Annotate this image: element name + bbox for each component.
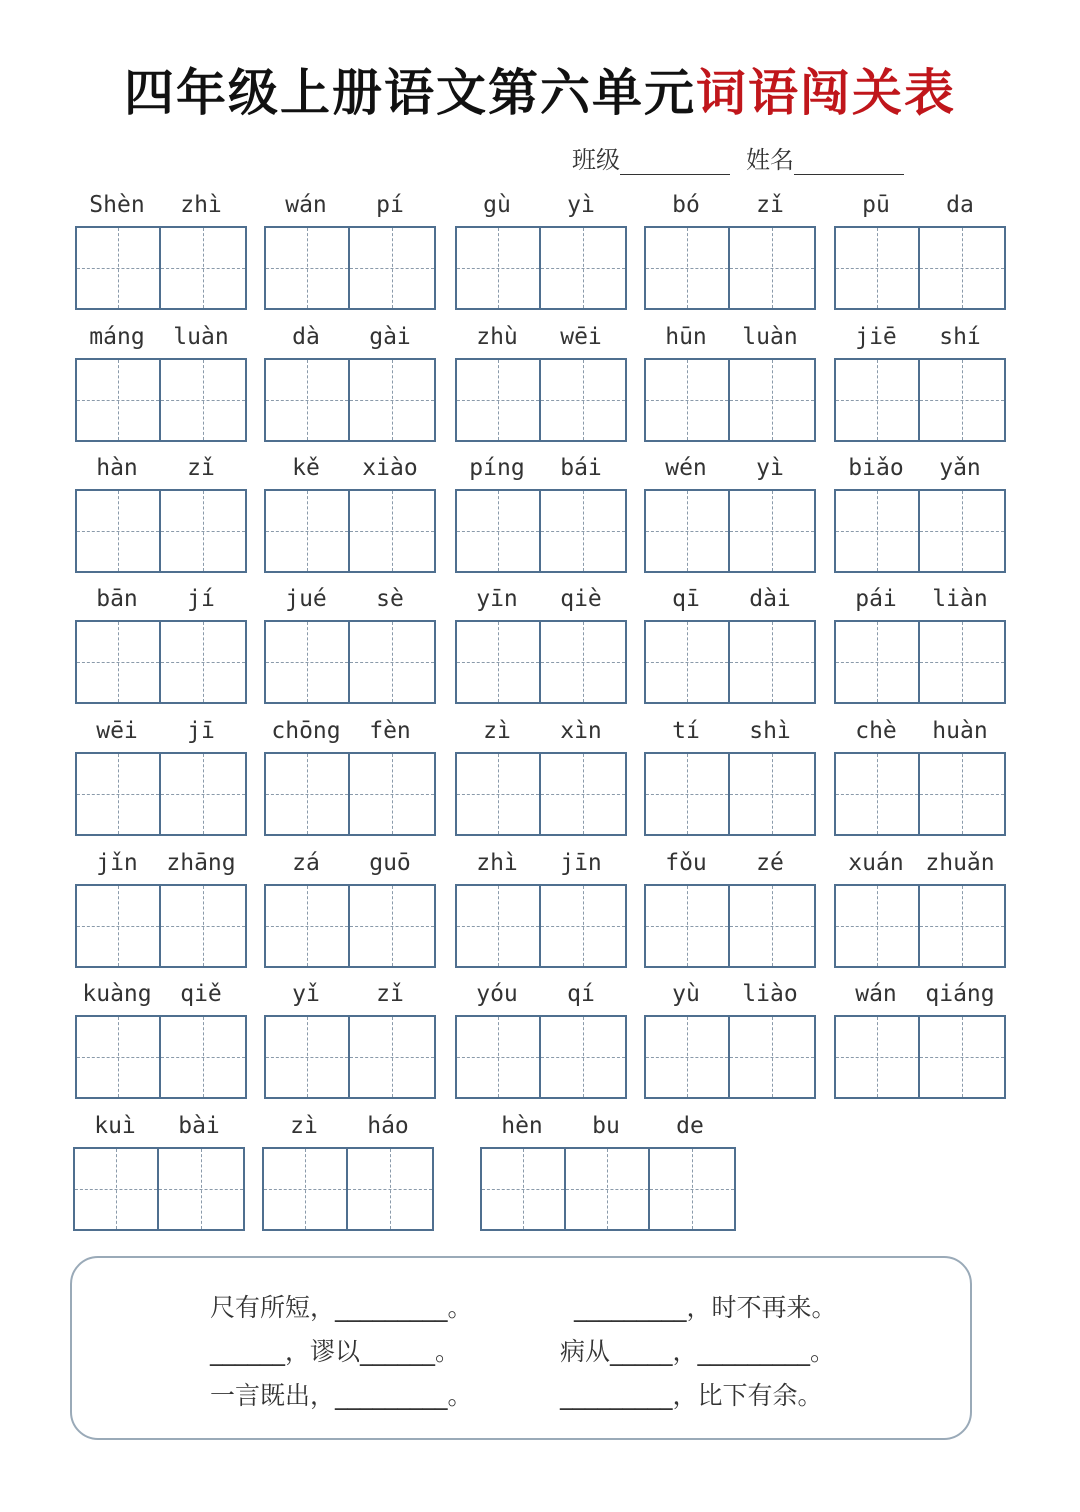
pinyin-row xyxy=(75,584,243,614)
pinyin-row xyxy=(75,716,243,746)
pinyin-syllable: yóu xyxy=(476,981,518,1007)
pinyin-syllable: zhuǎn xyxy=(925,850,995,876)
tianzige-cell[interactable] xyxy=(541,886,625,966)
pinyin-syllable: yīn xyxy=(476,586,518,612)
writing-boxes xyxy=(455,489,627,573)
writing-boxes xyxy=(834,226,1006,310)
tianzige-cell[interactable] xyxy=(348,1149,432,1229)
writing-boxes xyxy=(644,489,816,573)
writing-boxes xyxy=(75,489,247,573)
pinyin-syllable: jǐn xyxy=(96,850,138,876)
pinyin-syllable: qiáng xyxy=(925,981,995,1007)
pinyin-syllable: wén xyxy=(665,455,707,481)
pinyin-row xyxy=(75,453,243,483)
pinyin-syllable: hàn xyxy=(96,455,138,481)
tianzige-cell[interactable] xyxy=(266,228,350,308)
idiom-line[interactable]: 病从_____，_________。 xyxy=(560,1337,836,1366)
idiom-line[interactable]: 一言既出，_________。 xyxy=(210,1381,473,1410)
pinyin-syllable: hūn xyxy=(665,324,707,350)
tianzige-cell[interactable] xyxy=(457,886,541,966)
pinyin-syllable: zhì xyxy=(476,850,518,876)
tianzige-cell[interactable] xyxy=(161,491,245,571)
pinyin-syllable: fèn xyxy=(369,718,411,744)
tianzige-cell[interactable] xyxy=(350,491,434,571)
pinyin-syllable: jīn xyxy=(560,850,602,876)
pinyin-row xyxy=(455,322,623,352)
writing-boxes xyxy=(834,752,1006,836)
pinyin-row xyxy=(264,322,432,352)
tianzige-cell[interactable] xyxy=(836,754,920,834)
title-red-part: 词语闯关表 xyxy=(696,64,956,122)
tianzige-cell[interactable] xyxy=(350,886,434,966)
tianzige-cell[interactable] xyxy=(75,1149,159,1229)
writing-boxes xyxy=(644,226,816,310)
writing-boxes xyxy=(455,358,627,442)
pinyin-syllable: zǐ xyxy=(756,192,784,218)
pinyin-syllable: liàn xyxy=(932,586,988,612)
tianzige-cell[interactable] xyxy=(730,886,814,966)
student-info xyxy=(572,140,920,175)
writing-boxes xyxy=(75,620,247,704)
title-black-part: 四年级上册语文第六单元 xyxy=(124,64,696,122)
pinyin-syllable: gài xyxy=(369,324,411,350)
pinyin-syllable: háo xyxy=(367,1113,409,1139)
tianzige-cell[interactable] xyxy=(650,1149,734,1229)
pinyin-syllable: Shèn xyxy=(89,192,145,218)
pinyin-syllable: zá xyxy=(292,850,320,876)
pinyin-syllable: liào xyxy=(742,981,798,1007)
idiom-line[interactable]: 尺有所短，_________。 xyxy=(210,1293,473,1322)
tianzige-cell[interactable] xyxy=(350,228,434,308)
pinyin-row xyxy=(264,848,432,878)
pinyin-syllable: jī xyxy=(187,718,215,744)
pinyin-syllable: dà xyxy=(292,324,320,350)
tianzige-cell[interactable] xyxy=(836,622,920,702)
pinyin-syllable: qiě xyxy=(180,981,222,1007)
writing-boxes xyxy=(75,884,247,968)
pinyin-syllable: jué xyxy=(285,586,327,612)
pinyin-row xyxy=(834,322,1002,352)
writing-boxes xyxy=(834,489,1006,573)
tianzige-cell[interactable] xyxy=(350,622,434,702)
writing-boxes xyxy=(264,884,436,968)
pinyin-syllable: wēi xyxy=(96,718,138,744)
tianzige-cell[interactable] xyxy=(920,622,1004,702)
writing-boxes xyxy=(262,1147,434,1231)
pinyin-row xyxy=(455,190,623,220)
pinyin-syllable: yì xyxy=(567,192,595,218)
tianzige-cell[interactable] xyxy=(350,360,434,440)
pinyin-syllable: yù xyxy=(672,981,700,1007)
pinyin-syllable: zé xyxy=(756,850,784,876)
writing-boxes xyxy=(75,358,247,442)
tianzige-cell[interactable] xyxy=(730,360,814,440)
idiom-line[interactable]: _________，时不再来。 xyxy=(574,1293,837,1322)
tianzige-cell[interactable] xyxy=(161,754,245,834)
pinyin-row xyxy=(73,1111,241,1141)
writing-boxes xyxy=(644,358,816,442)
writing-boxes xyxy=(644,884,816,968)
pinyin-row xyxy=(834,716,1002,746)
pinyin-row xyxy=(455,979,623,1009)
tianzige-cell[interactable] xyxy=(457,1017,541,1097)
pinyin-row xyxy=(455,716,623,746)
pinyin-row xyxy=(480,1111,732,1141)
tianzige-cell[interactable] xyxy=(920,754,1004,834)
tianzige-cell[interactable] xyxy=(266,886,350,966)
writing-boxes xyxy=(644,1015,816,1099)
pinyin-syllable: luàn xyxy=(742,324,798,350)
tianzige-cell[interactable] xyxy=(836,491,920,571)
writing-boxes xyxy=(264,620,436,704)
pinyin-syllable: zhì xyxy=(180,192,222,218)
pinyin-row xyxy=(75,848,243,878)
tianzige-cell[interactable] xyxy=(646,886,730,966)
pinyin-row xyxy=(834,190,1002,220)
pinyin-syllable: bài xyxy=(178,1113,220,1139)
tianzige-cell[interactable] xyxy=(646,228,730,308)
writing-boxes xyxy=(644,620,816,704)
tianzige-cell[interactable] xyxy=(457,228,541,308)
writing-boxes xyxy=(834,1015,1006,1099)
pinyin-syllable: jí xyxy=(187,586,215,612)
pinyin-row xyxy=(644,979,812,1009)
pinyin-row xyxy=(644,716,812,746)
pinyin-row xyxy=(644,322,812,352)
pinyin-row xyxy=(644,453,812,483)
pinyin-row xyxy=(264,716,432,746)
pinyin-row xyxy=(834,584,1002,614)
tianzige-cell[interactable] xyxy=(541,1017,625,1097)
tianzige-cell[interactable] xyxy=(264,1149,348,1229)
worksheet-title xyxy=(0,58,1080,128)
writing-boxes xyxy=(75,752,247,836)
tianzige-cell[interactable] xyxy=(266,754,350,834)
pinyin-syllable: zhù xyxy=(476,324,518,350)
pinyin-syllable: chōng xyxy=(271,718,341,744)
tianzige-cell[interactable] xyxy=(541,622,625,702)
pinyin-syllable: biǎo xyxy=(848,455,904,481)
pinyin-row xyxy=(455,453,623,483)
class-label: 班级 xyxy=(572,146,620,174)
pinyin-row xyxy=(455,584,623,614)
pinyin-syllable: píng xyxy=(469,455,525,481)
pinyin-syllable: bó xyxy=(672,192,700,218)
tianzige-cell[interactable] xyxy=(730,491,814,571)
writing-boxes xyxy=(75,1015,247,1099)
pinyin-row xyxy=(75,190,243,220)
pinyin-syllable: wán xyxy=(285,192,327,218)
writing-boxes xyxy=(264,358,436,442)
pinyin-syllable: pái xyxy=(855,586,897,612)
writing-boxes xyxy=(455,226,627,310)
pinyin-syllable: yǎn xyxy=(939,455,981,481)
pinyin-syllable: xuán xyxy=(848,850,904,876)
tianzige-cell[interactable] xyxy=(836,228,920,308)
tianzige-cell[interactable] xyxy=(457,622,541,702)
pinyin-syllable: máng xyxy=(89,324,145,350)
tianzige-cell[interactable] xyxy=(457,360,541,440)
writing-boxes xyxy=(264,226,436,310)
pinyin-syllable: guō xyxy=(369,850,411,876)
tianzige-cell[interactable] xyxy=(77,886,161,966)
writing-boxes xyxy=(264,489,436,573)
tianzige-cell[interactable] xyxy=(77,360,161,440)
tianzige-cell[interactable] xyxy=(77,754,161,834)
pinyin-syllable: de xyxy=(676,1113,704,1139)
tianzige-cell[interactable] xyxy=(646,754,730,834)
pinyin-syllable: kě xyxy=(292,455,320,481)
pinyin-row xyxy=(644,848,812,878)
pinyin-syllable: xiào xyxy=(362,455,418,481)
tianzige-cell[interactable] xyxy=(920,360,1004,440)
pinyin-row xyxy=(75,979,243,1009)
tianzige-cell[interactable] xyxy=(541,360,625,440)
pinyin-syllable: zǐ xyxy=(376,981,404,1007)
tianzige-cell[interactable] xyxy=(457,491,541,571)
writing-boxes xyxy=(264,1015,436,1099)
pinyin-syllable: shí xyxy=(939,324,981,350)
pinyin-syllable: qiè xyxy=(560,586,602,612)
tianzige-cell[interactable] xyxy=(159,1149,243,1229)
tianzige-cell[interactable] xyxy=(161,1017,245,1097)
pinyin-row xyxy=(455,848,623,878)
tianzige-cell[interactable] xyxy=(77,228,161,308)
tianzige-cell[interactable] xyxy=(646,1017,730,1097)
pinyin-syllable: da xyxy=(946,192,974,218)
name-blank[interactable] xyxy=(794,148,904,175)
pinyin-syllable: gù xyxy=(483,192,511,218)
pinyin-syllable: shì xyxy=(749,718,791,744)
writing-boxes xyxy=(455,1015,627,1099)
pinyin-syllable: chè xyxy=(855,718,897,744)
pinyin-syllable: dài xyxy=(749,586,791,612)
writing-boxes xyxy=(834,884,1006,968)
tianzige-cell[interactable] xyxy=(350,1017,434,1097)
pinyin-row xyxy=(262,1111,430,1141)
pinyin-row xyxy=(834,453,1002,483)
pinyin-syllable: huàn xyxy=(932,718,988,744)
pinyin-syllable: xìn xyxy=(560,718,602,744)
idiom-box xyxy=(70,1256,972,1440)
tianzige-cell[interactable] xyxy=(161,360,245,440)
tianzige-cell[interactable] xyxy=(457,754,541,834)
pinyin-syllable: bu xyxy=(592,1113,620,1139)
writing-boxes xyxy=(834,358,1006,442)
tianzige-cell[interactable] xyxy=(541,228,625,308)
pinyin-row xyxy=(644,190,812,220)
idiom-line[interactable]: ______，谬以______。 xyxy=(210,1337,461,1366)
pinyin-syllable: bái xyxy=(560,455,602,481)
tianzige-cell[interactable] xyxy=(161,228,245,308)
idiom-line[interactable]: _________，比下有余。 xyxy=(560,1381,823,1410)
pinyin-syllable: luàn xyxy=(173,324,229,350)
tianzige-cell[interactable] xyxy=(482,1149,566,1229)
pinyin-syllable: kuàng xyxy=(82,981,152,1007)
tianzige-cell[interactable] xyxy=(541,491,625,571)
tianzige-cell[interactable] xyxy=(646,622,730,702)
tianzige-cell[interactable] xyxy=(646,360,730,440)
pinyin-row xyxy=(644,584,812,614)
pinyin-syllable: fǒu xyxy=(665,850,707,876)
pinyin-row xyxy=(264,584,432,614)
pinyin-syllable: hèn xyxy=(501,1113,543,1139)
tianzige-cell[interactable] xyxy=(541,754,625,834)
tianzige-cell[interactable] xyxy=(77,491,161,571)
pinyin-syllable: jiē xyxy=(855,324,897,350)
tianzige-cell[interactable] xyxy=(730,622,814,702)
tianzige-cell[interactable] xyxy=(266,1017,350,1097)
writing-boxes xyxy=(455,752,627,836)
tianzige-cell[interactable] xyxy=(646,491,730,571)
pinyin-syllable: sè xyxy=(376,586,404,612)
tianzige-cell[interactable] xyxy=(77,622,161,702)
tianzige-cell[interactable] xyxy=(266,622,350,702)
pinyin-syllable: yǐ xyxy=(292,981,320,1007)
name-label: 姓名 xyxy=(746,146,794,174)
writing-boxes xyxy=(834,620,1006,704)
pinyin-syllable: zì xyxy=(483,718,511,744)
tianzige-cell[interactable] xyxy=(161,622,245,702)
pinyin-syllable: qī xyxy=(672,586,700,612)
pinyin-syllable: qí xyxy=(567,981,595,1007)
pinyin-row xyxy=(264,979,432,1009)
tianzige-cell[interactable] xyxy=(920,491,1004,571)
pinyin-syllable: kuì xyxy=(94,1113,136,1139)
pinyin-syllable: bān xyxy=(96,586,138,612)
writing-boxes xyxy=(455,884,627,968)
pinyin-syllable: zǐ xyxy=(187,455,215,481)
pinyin-syllable: zì xyxy=(290,1113,318,1139)
pinyin-row xyxy=(834,848,1002,878)
pinyin-row xyxy=(834,979,1002,1009)
tianzige-cell[interactable] xyxy=(730,1017,814,1097)
tianzige-cell[interactable] xyxy=(266,491,350,571)
writing-boxes xyxy=(73,1147,245,1231)
tianzige-cell[interactable] xyxy=(920,228,1004,308)
tianzige-cell[interactable] xyxy=(730,228,814,308)
pinyin-syllable: yì xyxy=(756,455,784,481)
pinyin-syllable: wēi xyxy=(560,324,602,350)
pinyin-row xyxy=(75,322,243,352)
writing-boxes xyxy=(480,1147,736,1231)
pinyin-syllable: wán xyxy=(855,981,897,1007)
tianzige-cell[interactable] xyxy=(77,1017,161,1097)
tianzige-cell[interactable] xyxy=(836,886,920,966)
tianzige-cell[interactable] xyxy=(566,1149,650,1229)
tianzige-cell[interactable] xyxy=(730,754,814,834)
pinyin-syllable: tí xyxy=(672,718,700,744)
writing-boxes xyxy=(264,752,436,836)
class-blank[interactable] xyxy=(620,148,730,175)
tianzige-cell[interactable] xyxy=(161,886,245,966)
writing-boxes xyxy=(644,752,816,836)
pinyin-syllable: zhāng xyxy=(166,850,236,876)
tianzige-cell[interactable] xyxy=(920,1017,1004,1097)
writing-boxes xyxy=(455,620,627,704)
pinyin-syllable: pū xyxy=(862,192,890,218)
tianzige-cell[interactable] xyxy=(836,1017,920,1097)
tianzige-cell[interactable] xyxy=(836,360,920,440)
pinyin-syllable: pí xyxy=(376,192,404,218)
pinyin-row xyxy=(264,453,432,483)
tianzige-cell[interactable] xyxy=(350,754,434,834)
writing-boxes xyxy=(75,226,247,310)
tianzige-cell[interactable] xyxy=(920,886,1004,966)
tianzige-cell[interactable] xyxy=(266,360,350,440)
pinyin-row xyxy=(264,190,432,220)
